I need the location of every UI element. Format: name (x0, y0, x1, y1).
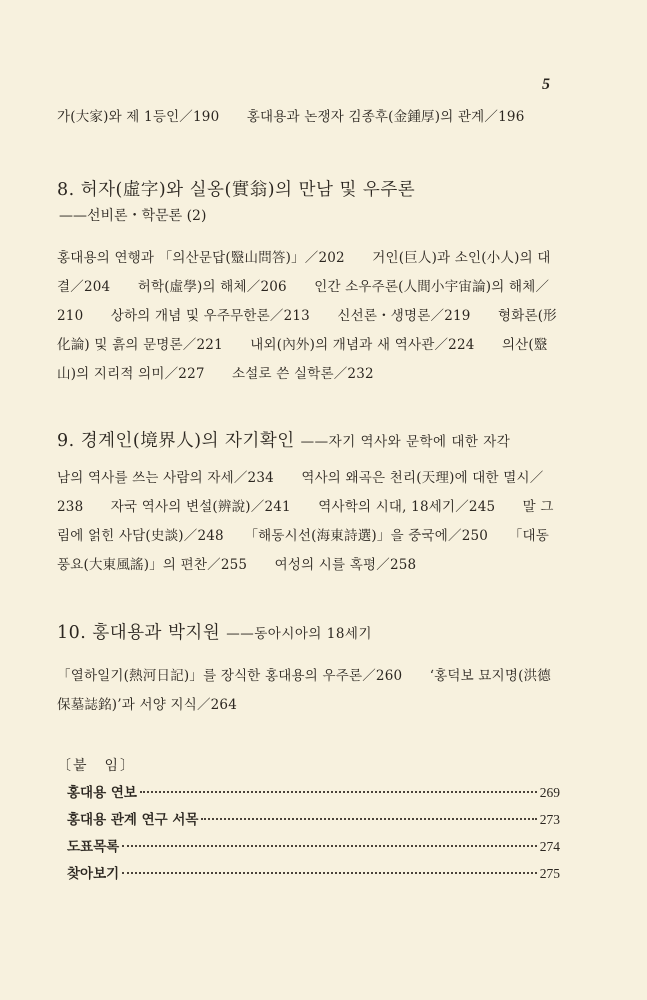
chapter-subtitle: ——동아시아의 18세기 (226, 626, 373, 642)
toc-entry-title: 찾아보기 (67, 866, 120, 882)
chapter-9-body (57, 464, 560, 580)
toc-entry-page: 269 (539, 785, 560, 800)
chapter-10-body (57, 662, 560, 720)
dot-leader (140, 791, 537, 793)
intro-paragraph (57, 103, 560, 132)
chapter-10-heading (57, 620, 560, 647)
toc-row (67, 781, 560, 808)
chapter-title (57, 177, 560, 203)
chapter-subtitle: ——자기 역사와 문학에 대한 자각 (300, 434, 511, 450)
toc-entry-title: 홍대용 관계 연구 서목 (67, 812, 199, 828)
chapter-number: 8. (57, 180, 75, 200)
appendix-heading: 〔붙 임〕 (57, 758, 137, 774)
chapter-8-body (57, 244, 560, 389)
toc-entry-page: 275 (539, 866, 560, 881)
toc-entry-title: 홍대용 연보 (67, 785, 137, 801)
chapter-title-text: 허자(虛字)와 실옹(實翁)의 만남 및 우주론 (80, 180, 416, 200)
toc-row (67, 835, 560, 862)
toc-entry-page: 274 (539, 839, 560, 854)
intro-text: 가(大家)와 제 1등인／190 홍대용과 논쟁자 김종후(金鍾厚)의 관계／196 (57, 109, 525, 125)
chapter-title-text: 홍대용과 박지원 (92, 623, 221, 643)
appendix-list (67, 781, 560, 889)
dot-leader (122, 845, 537, 847)
chapter-8-heading (57, 177, 560, 229)
chapter-number: 9. (57, 431, 75, 451)
page-number: 5 (542, 76, 550, 93)
chapter-body-text: 남의 역사를 쓰는 사람의 자세／234 역사의 왜곡은 천리(天理)에 대한 멸시／238 자국 역사의 변설(辨說)／241 역사학의 시대, 18세기／245 말 그림에 얽힌 사담(史談)／248 「해동시선(海東詩選)」을 중국에／250 「대동풍요(大東風謠)」의 편찬／255 여성의 시를 혹평／258 (57, 470, 554, 573)
chapter-body-text: 홍대용의 연행과 「의산문답(毉山問答)」／202 거인(巨人)과 소인(小人)의 대결／204 허학(虛學)의 해체／206 인간 소우주론(人間小宇宙論)의 해체／210 상하의 개념 및 우주무한론／213 신선론・생명론／219 형화론(形化論) 및 흙의 문명론／221 내외(內外)의 개념과 새 역사관／224 의산(毉山)의 지리적 의미／227 소설로 쓴 실학론／232 (57, 250, 557, 382)
chapter-title (57, 620, 560, 647)
toc-row (67, 808, 560, 835)
toc-entry-page: 273 (539, 812, 560, 827)
toc-row (67, 862, 560, 889)
chapter-title-text: 경계인(境界人)의 자기확인 (80, 431, 295, 451)
chapter-subtitle: ——선비론・학문론 (2) (59, 208, 207, 224)
chapter-title (57, 428, 560, 455)
dot-leader (122, 872, 537, 874)
chapter-9-heading (57, 428, 560, 455)
chapter-body-text: 「열하일기(熱河日記)」를 장식한 홍대용의 우주론／260 ‘홍덕보 묘지명(洪德保墓誌銘)’과 서양 지식／264 (57, 668, 551, 713)
toc-entry-title: 도표목록 (67, 839, 120, 855)
chapter-number: 10. (57, 623, 87, 643)
dot-leader (201, 818, 536, 820)
